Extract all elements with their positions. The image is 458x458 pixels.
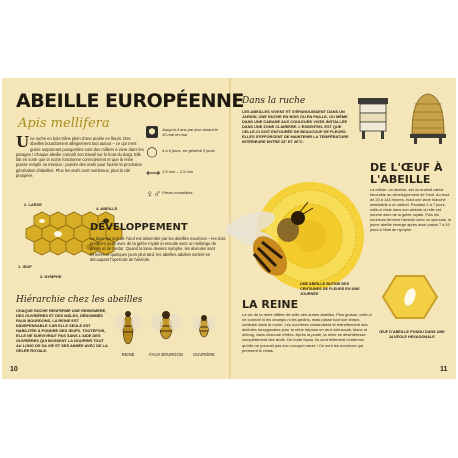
flower-caption: UNE ABEILLE BUTINE DES CENTAINES DE FLEURS EN UNE JOURNÉE: [300, 282, 360, 296]
caste-label-worker: OUVRIÈRE: [193, 352, 215, 357]
hierarchy-heading: Hiérarchie chez les abeilles: [16, 295, 143, 305]
hive-heading: Dans la ruche: [242, 96, 306, 106]
queen-bee-icon: [115, 311, 141, 344]
queen-text: La vie de la reine diffère de celle des autres abeilles. Plus grosse, celle-ci ne connaît ni les champs ni les jardins, mais passe tout son temps confinée dans la ruche. Les ouvrières construisent et entretiennent des alvéoles hexagonales pour la reine dépose un œuf minuscule, blanc et oblong, dans chacune d'elles. Après la ponte, la reine se désintéresse complètement des œufs. De toute façon, ils sont tellement nombreux qu'elle ne pourrait pas s'en occuper seule ! Ce sont les nourrices qui prennent le relais.: [242, 312, 372, 353]
drone-bee-icon: [151, 311, 181, 339]
gender-icon: ♀♂: [146, 189, 161, 200]
hierarchy-text: CHAQUE RUCHE RENFERME UNE REINE/MÈRE, DES OUVRIÈRES ET DES MÂLES, DÉNOMMÉS FAUX BOURDONS. LA REINE EST INDISPENSABLE CAR ELLE SEULE EST HABILITÉE À PONDRE DES ŒUFS. TOUTEFOIS, ELLE NE SURVIVRAIT PAS SANS L'AIDE DES OUVRIÈRES QUI BOSSENT LA NOURRIR TOUT AU LONG DE SA VIE ET SES ANNÉE AVEC DE LA GELÉE ROYALE.: [16, 308, 108, 353]
straw-skep-icon: [410, 94, 446, 144]
stage-label-abeille: 4. ABEILLE: [96, 206, 118, 211]
page-number-right: 11: [440, 366, 448, 373]
fact-item: [146, 126, 226, 147]
cell-caption: ŒUF D'ABEILLE PONDU DANS UNE ALVÉOLE HEXAGONALE: [379, 330, 445, 339]
fact-text: Jusqu'à 4 ans par jour durant le 10 mai en mai: [162, 127, 218, 137]
species-subtitle: Apis mellifera: [18, 116, 110, 131]
stage-label-oeuf: 1. ŒUF: [18, 264, 32, 269]
wooden-hive-icon: [358, 98, 388, 139]
worker-bee-icon: [193, 315, 215, 337]
egg-icon: ◯: [146, 147, 158, 158]
book-spread: [2, 78, 456, 379]
caste-label-queen: REINE: [121, 352, 135, 357]
development-heading: DÉVELOPPEMENT: [90, 222, 188, 233]
stage-label-larve: 2. LARVE: [24, 202, 42, 207]
caste-label-drone: FAUX BOURDON: [149, 352, 183, 357]
page-title: ABEILLE EUROPÉENNE: [16, 90, 244, 112]
drop-cap: U: [16, 133, 30, 151]
hexagonal-cell-illustration: [382, 274, 438, 320]
egg-to-bee-text: La cellule, ou alvéole, est un endroit calme favorable au développement de l'œuf. Au bout de 20 à 144 heures, éclot une larve blanche semblable à un asticot. Pendant 4 à 7 jours, celle-ci reste dans son alvéole où elle est nourrie avec de la gelée royale. Puis les nourrices ferment l'alvéole avec un opercule, la jeune abeille émerge après avoir passé 7 à 10 jours à l'état de nymphe.: [370, 187, 452, 232]
intro-text: ne ruche en bois trône plein d'une prairie en fleurs. Des abeilles bourdonnent allègrement tout autour – ce qui n'est guère surprenant puisqu'elles sont des milliers à vivre dans les parages ! Chaque abeille connaît son travail sur le bout du doigt. Elle fait en sorte que la ruche fonctionne correctement et que la reine puisse remplir sa mission : pondre des œufs pour fournir la prochaine génération d'abeilles. Plus les œufs sont nombreux, plus la cité prospère.: [16, 136, 144, 179]
intro-paragraph: [16, 133, 144, 179]
caste-illustrations: [112, 306, 224, 350]
page-number-left: 10: [10, 366, 18, 373]
queen-heading: LA REINE: [242, 298, 299, 311]
hexagon-icon: ⬢: [146, 126, 158, 138]
hives-illustration: [354, 88, 452, 144]
hive-text: LES ABEILLES VIVENT ET S'ÉPANOUISSENT DANS UN JARDIN, UNE RUCHE EN BOIS OU EN PAILLE, OU MÊME DANS UNE CABANE AUX COULEURS VIVES INSTALLÉE DANS UNE ZONE CLAIRIÈRE. L'ESSENTIEL EST QUE CELLE-CI SOIT ENTOURÉE DE BEAUCOUP DE FLEURS. ELLES S'EFFORCENT DE MAINTENIR LA TEMPÉRATURE INTÉRIEURE ENTRE 33° ET 36°C.: [242, 109, 349, 144]
fact-item: [146, 147, 226, 168]
stage-label-nymphe: 3. NYMPHE: [40, 274, 62, 279]
ruler-icon: ⟷: [146, 168, 161, 179]
fact-text: 1,5 mm – 2,5 mm: [162, 169, 194, 174]
fact-text: 4 à 6 jours, en général 3 jours: [162, 148, 215, 153]
egg-to-bee-heading: DE L'ŒUF À L'ABEILLE: [370, 161, 443, 186]
development-text: La larve qui sort de l'œuf est alimentée par les abeilles nourrices – les trois premiers jours avec de la gelée royale et ensuite avec un mélange de pollen et de nectar. Quand la larve devient nymphe, les alvéoles sont fermées et quelques jours plus tard, les abeilles adultes sortent en découpant l'opercule de l'alvéole.: [90, 236, 226, 262]
fact-text: Fleurs mondiales: [162, 190, 193, 195]
